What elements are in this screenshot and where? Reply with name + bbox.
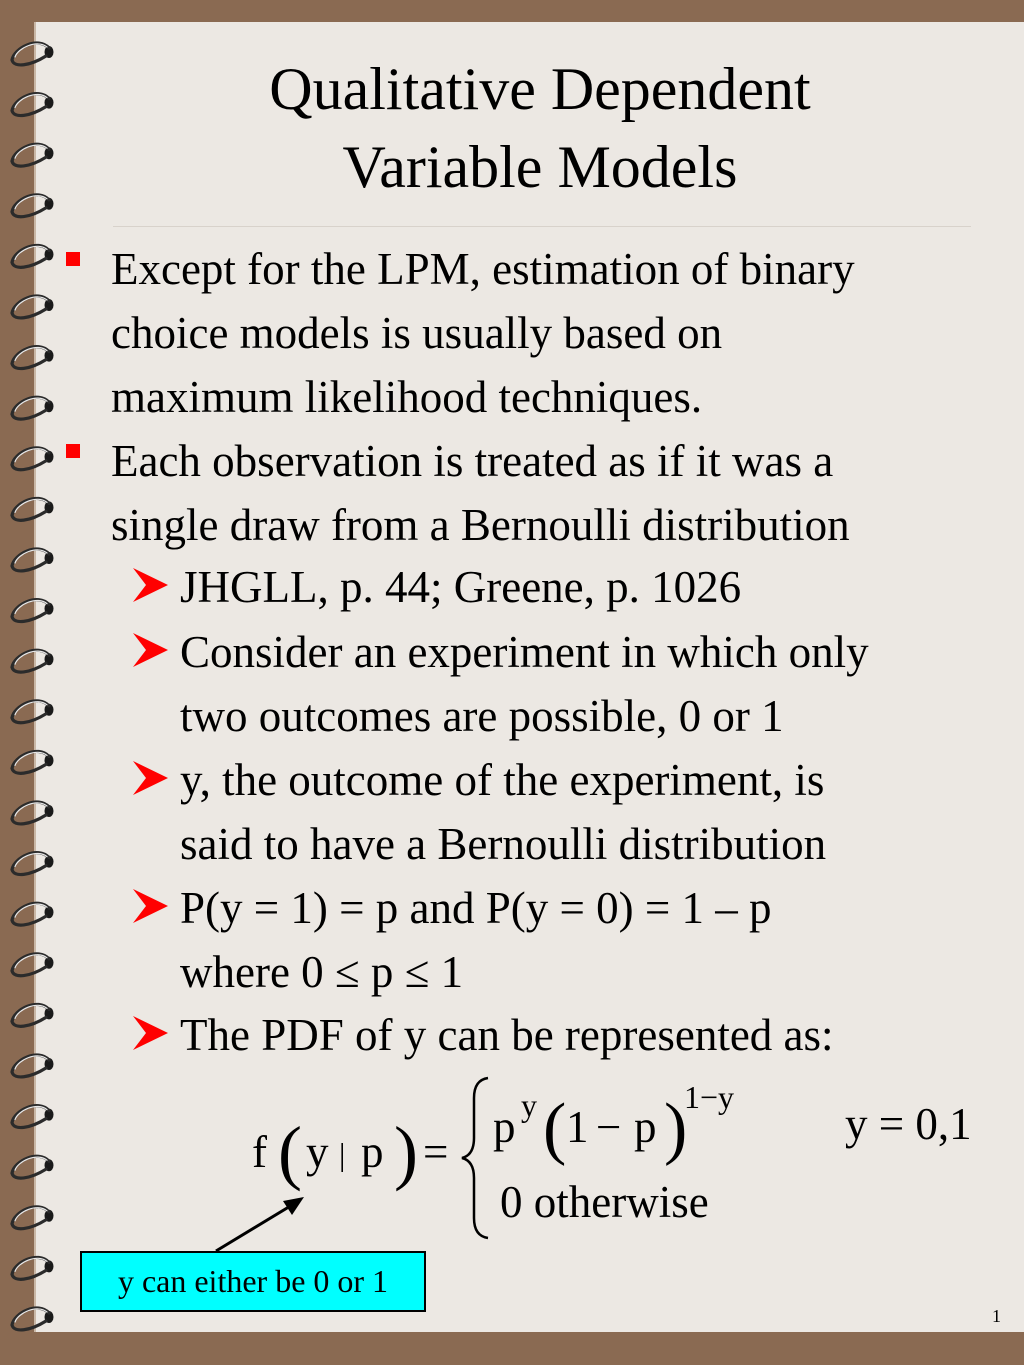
bullet-1-line-2: choice models is usually based on [111, 308, 723, 358]
title-line-2: Variable Models [342, 134, 738, 200]
sub-bullet-3-line-1: y, the outcome of the experiment, is [180, 755, 825, 805]
formula-y: y [306, 1127, 329, 1177]
formula-case1-base: p [493, 1102, 516, 1152]
formula-case1-close-paren: ) [664, 1090, 688, 1167]
formula-left-brace [462, 1078, 488, 1238]
bullet-2-line-1: Each observation is treated as if it was a [111, 436, 834, 486]
sub-bullet-4-line-2: where 0 ≤ p ≤ 1 [180, 947, 464, 997]
title-line-1: Qualitative Dependent [269, 56, 811, 122]
callout-arrow-line [216, 1202, 297, 1251]
formula-case2: 0 otherwise [500, 1177, 709, 1227]
callout-arrowhead [283, 1197, 304, 1215]
formula-case1-exponent-2: 1−y [684, 1079, 735, 1115]
formula-case1-one: 1 [566, 1102, 589, 1152]
formula-p: p [361, 1127, 384, 1177]
formula-open-paren: ( [278, 1112, 302, 1192]
formula-case1-condition: y = 0,1 [845, 1099, 972, 1149]
bullet-1-line-1: Except for the LPM, estimation of binary [111, 244, 855, 294]
sub-bullet-4-line-1: P(y = 1) = p and P(y = 0) = 1 – p [180, 883, 772, 933]
formula-f: f [252, 1127, 267, 1177]
sub-bullet-2-line-1: Consider an experiment in which only [180, 627, 869, 677]
formula-given-bar: | [339, 1136, 346, 1172]
sub-bullet-3-line-2: said to have a Bernoulli distribution [180, 819, 827, 869]
formula-case1-exponent: y [521, 1087, 537, 1123]
sub-bullet-5-line-1: The PDF of y can be represented as: [180, 1010, 834, 1060]
bullet-2-line-2: single draw from a Bernoulli distribution [111, 500, 850, 550]
formula-case1-open-paren: ( [543, 1090, 567, 1167]
sub-bullet-1-line-1: JHGLL, p. 44; Greene, p. 1026 [180, 562, 742, 612]
callout-box: y can either be 0 or 1 [80, 1251, 426, 1312]
formula-case1-minus: − [596, 1102, 622, 1152]
sub-bullet-2-line-2: two outcomes are possible, 0 or 1 [180, 691, 784, 741]
formula-case1-p: p [634, 1102, 657, 1152]
bullet-1-line-3: maximum likelihood techniques. [111, 372, 703, 422]
formula-equals: = [423, 1127, 449, 1177]
page-number: 1 [992, 1306, 1001, 1326]
formula-close-paren: ) [394, 1112, 418, 1192]
